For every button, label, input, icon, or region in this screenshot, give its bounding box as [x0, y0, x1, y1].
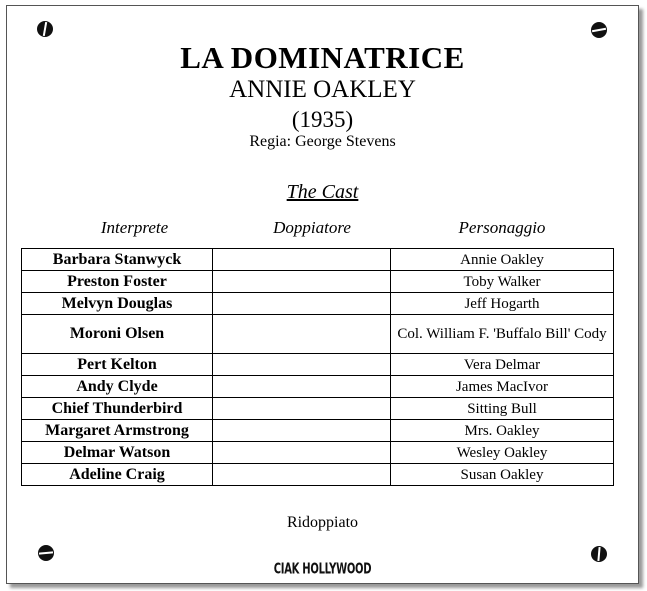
table-row [22, 398, 614, 420]
actor-cell: Melvyn Douglas [22, 293, 213, 315]
actor-cell: Delmar Watson [22, 442, 213, 464]
table-row [22, 420, 614, 442]
ciak-hollywood-logo [7, 559, 638, 577]
character-cell: Annie Oakley [391, 249, 614, 271]
table-row [22, 354, 614, 376]
table-row [22, 315, 614, 354]
actor-cell: Andy Clyde [22, 376, 213, 398]
page-title: LA DOMINATRICE [180, 40, 465, 75]
character-cell: Mrs. Oakley [391, 420, 614, 442]
character-cell: Col. William F. 'Buffalo Bill' Cody [391, 315, 614, 354]
release-year: (1935) [291, 107, 354, 132]
dubber-cell [213, 293, 391, 315]
character-cell: James MacIvor [391, 376, 614, 398]
character-cell: Wesley Oakley [391, 442, 614, 464]
column-header-character: Personaggio [458, 218, 546, 237]
table-row [22, 464, 614, 486]
dubber-cell [213, 376, 391, 398]
table-row [22, 376, 614, 398]
dubber-cell [213, 315, 391, 354]
actor-cell: Moroni Olsen [22, 315, 213, 354]
screw-icon [37, 21, 53, 37]
actor-cell: Preston Foster [22, 271, 213, 293]
character-cell: Jeff Hogarth [391, 293, 614, 315]
dubber-cell [213, 398, 391, 420]
character-cell: Sitting Bull [391, 398, 614, 420]
column-header-dubber: Doppiatore [273, 218, 351, 237]
original-title: ANNIE OAKLEY [229, 76, 416, 103]
table-row [22, 249, 614, 271]
actor-cell: Pert Kelton [22, 354, 213, 376]
logo-text: CIAK HOLLYWOOD [273, 561, 372, 578]
table-row [22, 293, 614, 315]
cast-table [21, 248, 614, 486]
character-cell: Vera Delmar [391, 354, 614, 376]
redub-note: Ridoppiato [286, 514, 359, 531]
dubber-cell [213, 249, 391, 271]
screw-icon [591, 22, 607, 38]
dubber-cell [213, 420, 391, 442]
dubber-cell [213, 442, 391, 464]
cast-heading: The Cast [286, 181, 359, 203]
actor-cell: Adeline Craig [22, 464, 213, 486]
table-row [22, 271, 614, 293]
table-row [22, 442, 614, 464]
dubber-cell [213, 354, 391, 376]
dubber-cell [213, 464, 391, 486]
column-header-actor: Interprete [100, 218, 169, 237]
dubber-cell [213, 271, 391, 293]
actor-cell: Margaret Armstrong [22, 420, 213, 442]
actor-cell: Chief Thunderbird [22, 398, 213, 420]
cast-plaque [6, 5, 639, 584]
director-credit: Regia: George Stevens [249, 133, 396, 150]
character-cell: Susan Oakley [391, 464, 614, 486]
character-cell: Toby Walker [391, 271, 614, 293]
actor-cell: Barbara Stanwyck [22, 249, 213, 271]
